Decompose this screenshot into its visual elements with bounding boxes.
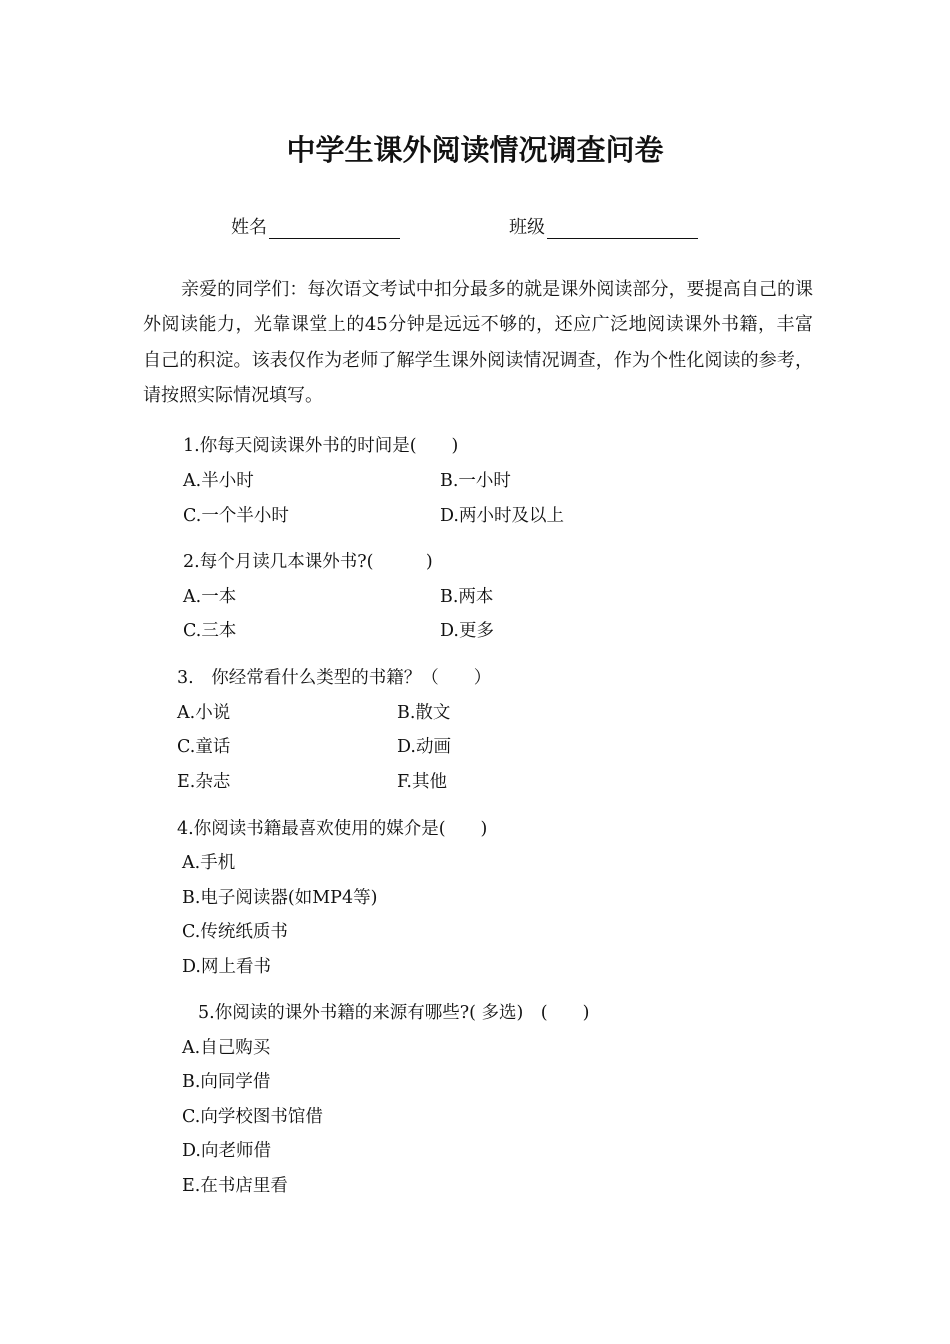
q4-option-c[interactable]: C.传统纸质书 (182, 922, 288, 942)
q2-option-b[interactable]: B.两本 (440, 587, 494, 607)
class-label: 班级 (509, 217, 545, 238)
q1-option-b[interactable]: B.一小时 (440, 471, 511, 491)
question-2: 2.每个月读几本课外书?( ) (183, 552, 433, 572)
question-4: 4.你阅读书籍最喜欢使用的媒介是( ) (177, 819, 488, 839)
q2-option-c[interactable]: C.三本 (183, 621, 237, 641)
class-blank-line[interactable] (547, 218, 698, 239)
q3-option-c[interactable]: C.童话 (177, 737, 231, 757)
q5-option-c[interactable]: C.向学校图书馆借 (182, 1107, 323, 1127)
q4-option-a[interactable]: A.手机 (182, 853, 236, 873)
q3-option-d[interactable]: D.动画 (397, 737, 451, 757)
question-3: 3. 你经常看什么类型的书籍？（ ） (177, 668, 492, 688)
question-5: 5.你阅读的课外书籍的来源有哪些?( 多选) ( ) (198, 1003, 590, 1023)
q5-option-b[interactable]: B.向同学借 (182, 1072, 271, 1092)
q2-option-a[interactable]: A.一本 (183, 587, 237, 607)
q3-option-f[interactable]: F.其他 (397, 772, 447, 792)
q5-option-e[interactable]: E.在书店里看 (182, 1176, 288, 1196)
name-field (231, 213, 400, 239)
q4-option-d[interactable]: D.网上看书 (182, 957, 271, 977)
page-title: 中学生课外阅读情况调查问卷 (286, 133, 664, 167)
q3-option-e[interactable]: E.杂志 (177, 772, 231, 792)
q1-option-d[interactable]: D.两小时及以上 (440, 506, 564, 526)
q1-option-a[interactable]: A.半小时 (183, 471, 254, 491)
name-blank-line[interactable] (269, 218, 400, 239)
q5-option-d[interactable]: D.向老师借 (182, 1141, 271, 1161)
q3-option-a[interactable]: A.小说 (177, 703, 231, 723)
q3-option-b[interactable]: B.散文 (397, 703, 451, 723)
q4-option-b[interactable]: B.电子阅读器(如MP4等) (182, 888, 378, 908)
name-label: 姓名 (231, 217, 267, 238)
class-field (509, 213, 698, 239)
q2-option-d[interactable]: D.更多 (440, 621, 494, 641)
q5-option-a[interactable]: A.自己购买 (182, 1038, 271, 1058)
intro-paragraph: 亲爱的同学们：每次语文考试中扣分最多的就是课外阅读部分，要提高自己的课外阅读能力，光靠课堂上的45分钟是远远不够的，还应广泛地阅读课外书籍，丰富自己的积淀。该表仅作为老师了解学生课外阅读情况调查，作为个性化阅读的参考，请按照实际情况填写。 (143, 279, 813, 406)
question-1: 1.你每天阅读课外书的时间是( ) (183, 436, 459, 456)
q1-option-c[interactable]: C.一个半小时 (183, 506, 289, 526)
